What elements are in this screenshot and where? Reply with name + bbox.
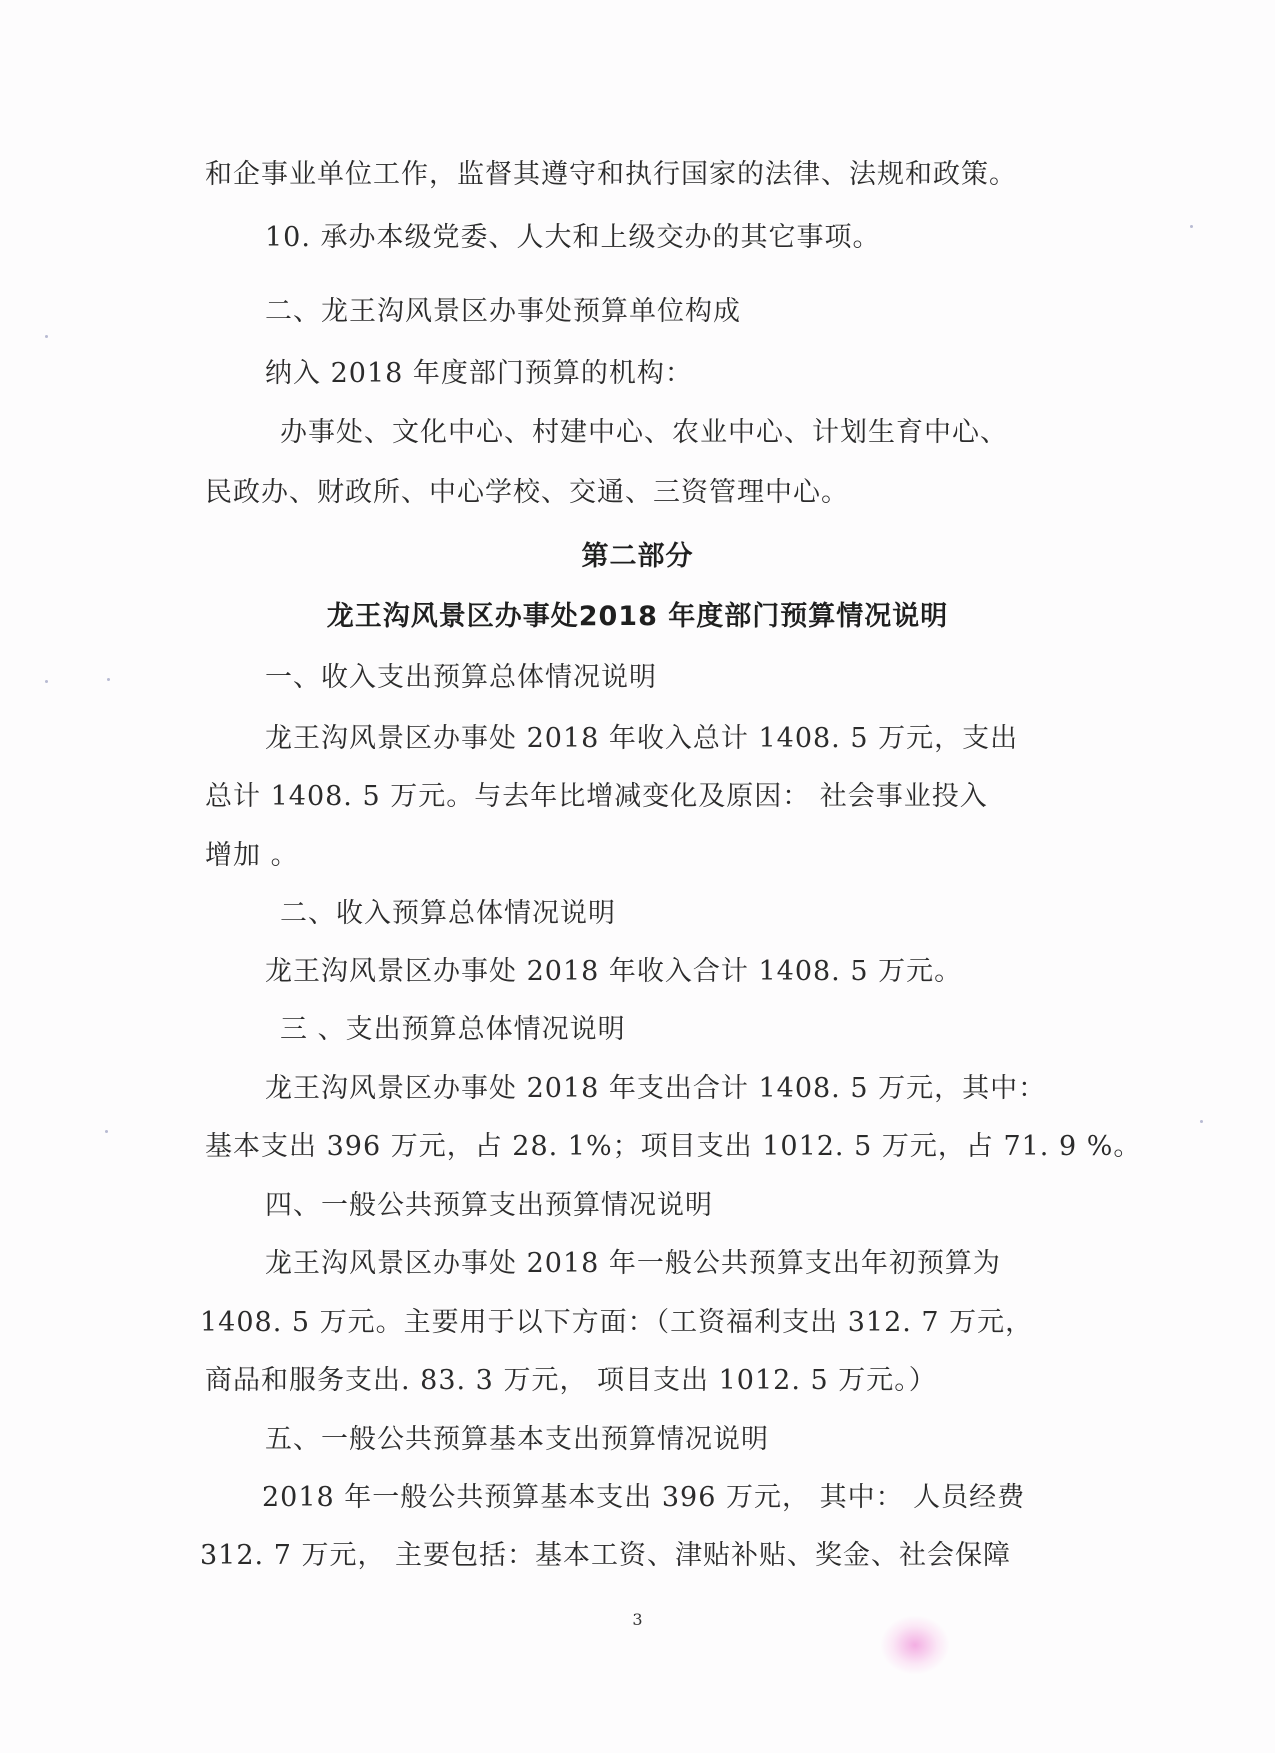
ink-stamp-mark [880,1615,950,1675]
scan-speck [45,335,48,338]
text-line: 办事处、文化中心、村建中心、农业中心、计划生育中心、 [280,417,1008,448]
section-heading: 一、收入支出预算总体情况说明 [265,662,657,693]
scan-speck [1200,1120,1203,1123]
text-line: 总计 1408. 5 万元。与去年比增减变化及原因： 社会事业投入 [205,781,988,812]
section-heading: 二、收入预算总体情况说明 [280,898,616,929]
text-line: 龙王沟风景区办事处 2018 年收入总计 1408. 5 万元，支出 [265,723,1019,754]
text-line: 312. 7 万元， 主要包括：基本工资、津贴补贴、奖金、社会保障 [200,1540,1012,1571]
text-line: 龙王沟风景区办事处 2018 年收入合计 1408. 5 万元。 [265,956,963,987]
text-line: 10. 承办本级党委、人大和上级交办的其它事项。 [265,222,881,253]
page-number: 3 [632,1610,643,1629]
text-line: 基本支出 396 万元，占 28. 1%；项目支出 1012. 5 万元，占 71. 9 %。 [205,1131,1142,1162]
document-title: 龙王沟风景区办事处2018 年度部门预算情况说明 [326,601,949,632]
part-title: 第二部分 [581,541,694,572]
text-line: 增加 。 [205,840,299,871]
section-heading: 二、龙王沟风景区办事处预算单位构成 [265,296,741,327]
section-heading: 三 、支出预算总体情况说明 [280,1014,626,1045]
scan-speck [1190,225,1193,228]
text-line: 1408. 5 万元。主要用于以下方面：（工资福利支出 312. 7 万元， [200,1307,1034,1338]
scan-speck [45,680,48,683]
scan-speck [105,1130,108,1133]
text-line: 和企事业单位工作，监督其遵守和执行国家的法律、法规和政策。 [205,159,1017,190]
text-line: 龙王沟风景区办事处 2018 年一般公共预算支出年初预算为 [265,1248,1001,1279]
scan-speck [107,678,110,681]
text-line: 民政办、财政所、中心学校、交通、三资管理中心。 [205,477,849,508]
text-line: 2018 年一般公共预算基本支出 396 万元， 其中： 人员经费 [262,1482,1026,1513]
text-line: 龙王沟风景区办事处 2018 年支出合计 1408. 5 万元，其中： [265,1073,1047,1104]
text-line: 商品和服务支出. 83. 3 万元， 项目支出 1012. 5 万元。） [205,1365,937,1396]
text-line: 纳入 2018 年度部门预算的机构： [265,358,693,389]
section-heading: 四、一般公共预算支出预算情况说明 [265,1190,713,1221]
section-heading: 五、一般公共预算基本支出预算情况说明 [265,1424,769,1455]
